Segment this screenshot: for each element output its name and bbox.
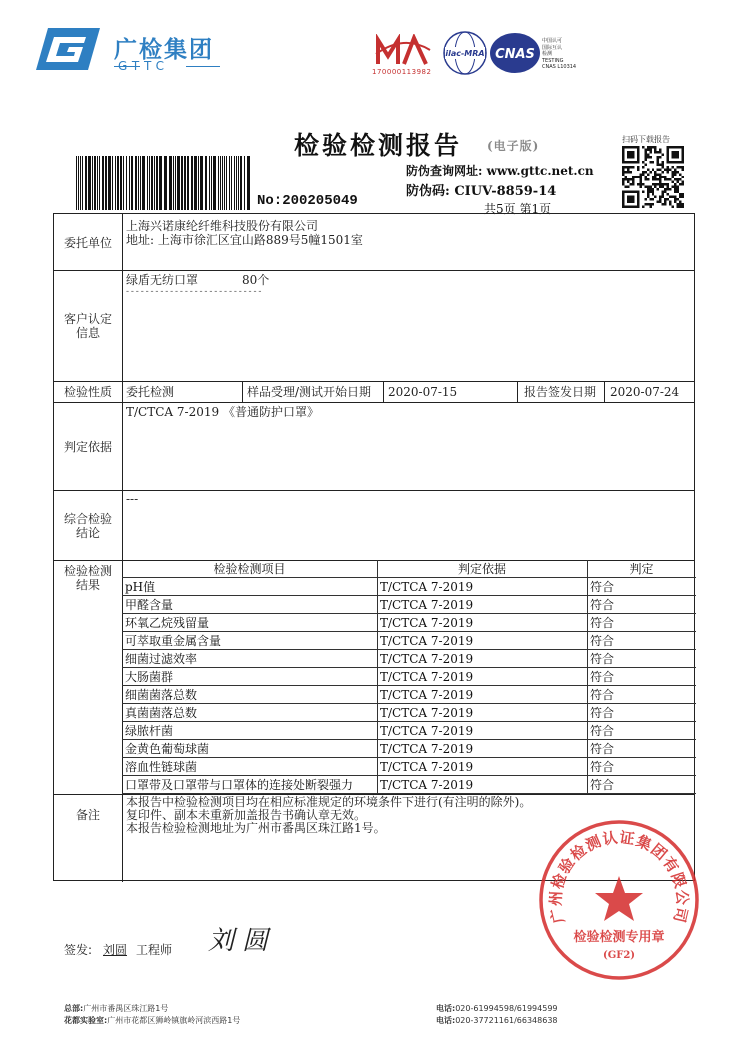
report-form [53, 213, 695, 881]
table-row [122, 578, 696, 596]
cma-code: 170000113982 [372, 68, 432, 76]
client-label: 委托单位 [63, 236, 112, 250]
results-column-divider [377, 560, 378, 794]
table-cell: pH值 [125, 580, 156, 594]
nature-divider-2 [383, 381, 384, 402]
table-row [122, 596, 696, 614]
footer-lab: 花都实验室:广州市花都区狮岭镇旗岭河滨西路1号 [64, 1016, 241, 1025]
results-header-cell: 判定 [629, 562, 654, 576]
table-cell: 符合 [590, 778, 615, 792]
nature-divider-4 [604, 381, 605, 402]
product-dash-line: - - - - - - - - - - - - - - - - - - - - - - - - - - - - [126, 287, 261, 297]
results-column-divider [587, 560, 588, 794]
product-name: 绿盾无纺口罩 [126, 273, 199, 287]
footer-tel-1: 电话:020-61994598/61994599 [436, 1004, 558, 1013]
table-row [122, 686, 696, 704]
brand-name-en: GTTC [118, 59, 169, 73]
table-row [122, 632, 696, 650]
svg-text:(GF2): (GF2) [602, 950, 636, 961]
test-nature-label: 检验性质 [63, 385, 112, 399]
anti-counterfeit-code: 防伪码: CIUV-8859-14 [406, 184, 557, 199]
issuer-role: 工程师 [136, 943, 173, 957]
table-cell: T/CTCA 7-2019 [380, 778, 474, 792]
gttc-logo-icon [36, 28, 100, 70]
page-info: 共5页 第1页 [484, 202, 552, 216]
client-address: 地址: 上海市徐汇区宜山路889号5幢1501室 [126, 233, 363, 247]
table-cell: T/CTCA 7-2019 [380, 706, 474, 720]
row-divider-4 [54, 490, 694, 491]
basis-value: T/CTCA 7-2019 《普通防护口罩》 [126, 405, 319, 419]
report-title: 检验检测报告 [294, 131, 463, 160]
results-header-cell: 检验检测项目 [213, 562, 286, 576]
table-cell: 甲醛含量 [125, 598, 174, 612]
brand-divider-right [186, 66, 220, 67]
nature-divider-1 [242, 381, 243, 402]
remark-line: 本报告检验检测地址为广州市番禺区珠江路1号。 [126, 821, 386, 835]
cnas-caption: 中国认可 国际互认 检测 TESTING CNAS L10314 [542, 38, 577, 70]
table-cell: T/CTCA 7-2019 [380, 670, 474, 684]
table-cell: T/CTCA 7-2019 [380, 688, 474, 702]
sample-date-value: 2020-07-15 [388, 385, 458, 399]
table-row [122, 722, 696, 740]
table-cell: 符合 [590, 724, 615, 738]
table-row [122, 668, 696, 686]
cma-mark-icon [374, 34, 432, 68]
table-cell: 符合 [590, 688, 615, 702]
table-cell: 环氧乙烷残留量 [125, 616, 210, 630]
table-cell: 符合 [590, 580, 615, 594]
results-header-cell: 判定依据 [457, 562, 506, 576]
table-cell: 符合 [590, 742, 615, 756]
brand-name-cn: 广检集团 [114, 37, 214, 63]
table-cell: T/CTCA 7-2019 [380, 634, 474, 648]
table-cell: T/CTCA 7-2019 [380, 598, 474, 612]
handwritten-signature: 刘圆 [208, 926, 277, 956]
remark-line: 本报告中检验检测项目均在相应标准规定的环境条件下进行(有注明的除外)。 [126, 795, 532, 809]
table-cell: T/CTCA 7-2019 [380, 742, 474, 756]
conclusion-label: 综合检验 结论 [63, 512, 112, 540]
product-quantity: 80个 [242, 273, 270, 287]
client-name: 上海兴诺康纶纤维科技股份有限公司 [126, 219, 319, 233]
table-row [122, 614, 696, 632]
results-header-row [122, 560, 696, 578]
issue-date-value: 2020-07-24 [610, 385, 680, 399]
table-cell: 大肠菌群 [125, 670, 174, 684]
table-cell: T/CTCA 7-2019 [380, 580, 474, 594]
table-cell: 符合 [590, 760, 615, 774]
test-nature-value: 委托检测 [126, 385, 175, 399]
footer-tel-2: 电话:020-37721161/66348638 [436, 1016, 558, 1025]
basis-label: 判定依据 [63, 440, 112, 454]
official-seal-stamp [537, 818, 701, 982]
scan-download-label: 扫码下载报告 [622, 135, 670, 144]
cnas-logo-icon [488, 30, 542, 76]
issuer-label: 签发: [64, 943, 93, 957]
qr-code-icon[interactable] [622, 146, 684, 208]
ilac-mra-icon [442, 30, 488, 76]
remarks-list [126, 796, 531, 835]
results-label: 检验检测 结果 [63, 564, 112, 592]
remark-line: 复印件、副本未重新加盖报告书确认章无效。 [126, 808, 367, 822]
table-cell: 符合 [590, 706, 615, 720]
table-cell: T/CTCA 7-2019 [380, 724, 474, 738]
verify-url[interactable]: 防伪查询网址: www.gttc.net.cn [406, 164, 594, 178]
table-row [122, 740, 696, 758]
table-cell: 符合 [590, 598, 615, 612]
table-cell: 口罩带及口罩带与口罩体的连接处断裂强力 [125, 778, 354, 792]
table-cell: 符合 [590, 634, 615, 648]
issuer-name: 刘圆 [103, 943, 128, 957]
svg-text:广州检验检测认证集团有限公司: 广州检验检测认证集团有限公司 [546, 828, 692, 926]
table-cell: 符合 [590, 652, 615, 666]
barcode-icon [74, 156, 254, 210]
svg-text:检验检测专用章: 检验检测专用章 [573, 930, 665, 945]
table-row [122, 758, 696, 776]
table-cell: 真菌菌落总数 [125, 706, 198, 720]
issue-date-label: 报告签发日期 [524, 385, 597, 399]
table-cell: T/CTCA 7-2019 [380, 652, 474, 666]
electronic-version-tag: (电子版) [487, 139, 540, 153]
row-divider-2 [54, 381, 694, 382]
svg-text:CNAS: CNAS [495, 47, 535, 62]
table-cell: T/CTCA 7-2019 [380, 616, 474, 630]
row-divider-1 [54, 270, 694, 271]
table-cell: 符合 [590, 670, 615, 684]
table-row [122, 776, 696, 794]
table-row [122, 650, 696, 668]
remarks-label: 备注 [75, 808, 100, 822]
conclusion-value: --- [126, 492, 139, 506]
report-number: No:200205049 [257, 193, 358, 209]
table-cell: 溶血性链球菌 [125, 760, 198, 774]
row-divider-3 [54, 402, 694, 403]
sample-date-label: 样品受理/测试开始日期 [247, 385, 372, 399]
table-cell: 细菌过滤效率 [125, 652, 198, 666]
confirm-info-label: 客户认定 信息 [63, 312, 112, 340]
svg-text:ilac-MRA: ilac-MRA [445, 49, 485, 58]
table-cell: 细菌菌落总数 [125, 688, 198, 702]
table-cell: 绿脓杆菌 [125, 724, 174, 738]
footer-hq: 总部:广州市番禺区珠江路1号 [64, 1004, 169, 1013]
table-row [122, 704, 696, 722]
nature-divider-3 [517, 381, 518, 402]
table-cell: T/CTCA 7-2019 [380, 760, 474, 774]
table-cell: 金黄色葡萄球菌 [125, 742, 210, 756]
table-cell: 可萃取重金属含量 [125, 634, 222, 648]
table-cell: 符合 [590, 616, 615, 630]
